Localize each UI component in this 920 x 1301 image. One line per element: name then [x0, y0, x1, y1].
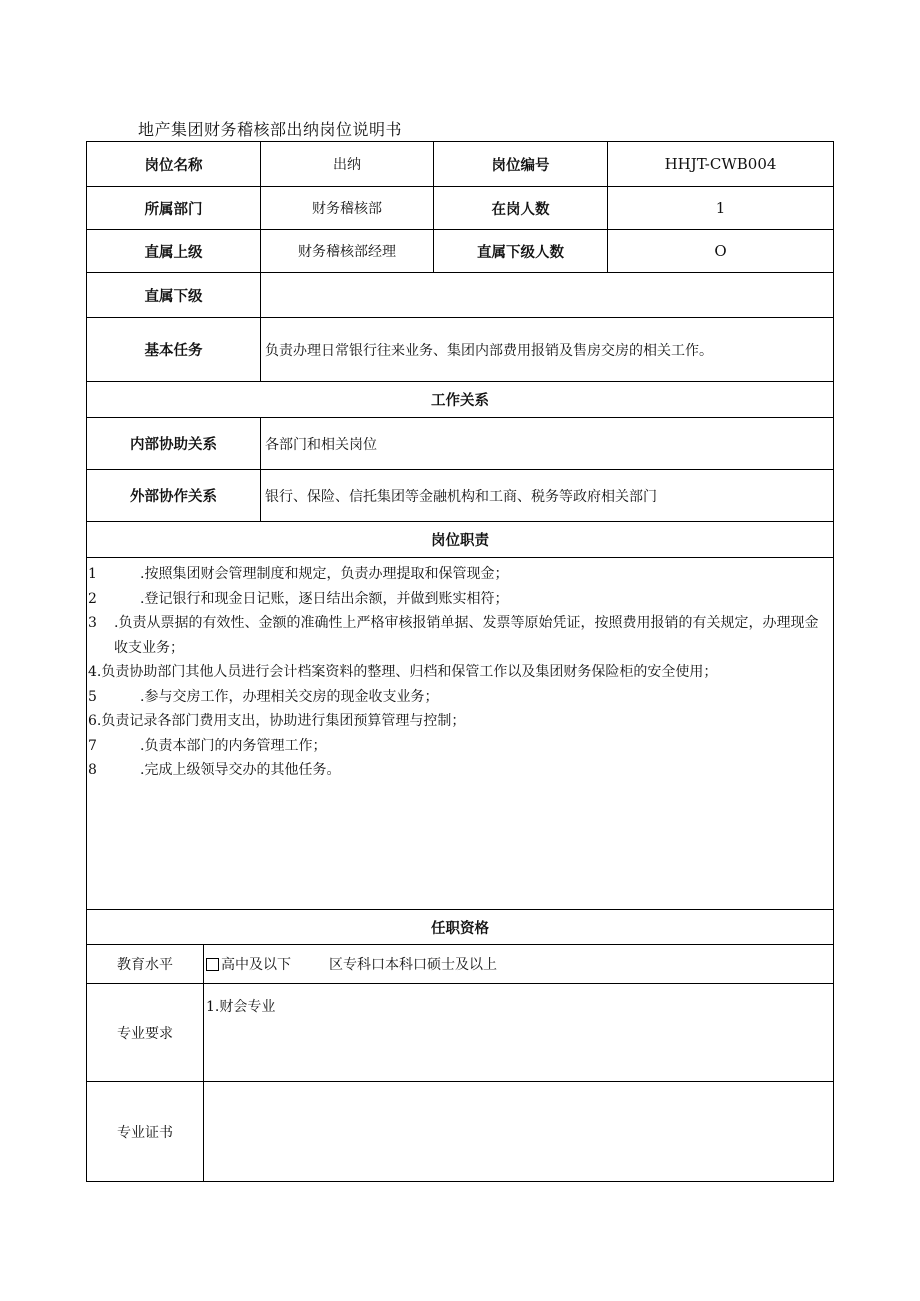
duty-item: 1 .按照集团财会管理制度和规定，负责办理提取和保管现金； — [88, 566, 509, 582]
duties-list — [88, 562, 832, 783]
education-option-others: 区专科口本科口硕士及以上 — [329, 957, 497, 973]
subordinates-label: 直属下级 — [144, 288, 203, 305]
major-label: 专业要求 — [117, 1025, 173, 1042]
duty-item: 8 .完成上级领导交办的其他任务。 — [88, 762, 341, 778]
education-label: 教育水平 — [117, 957, 173, 973]
external-relations-value: 银行、保险、信托集团等金融机构和工商、税务等政府相关部门 — [265, 488, 657, 505]
subordinates-count-value: O — [714, 242, 727, 260]
major-value: 1.财会专业 — [206, 999, 276, 1015]
headcount-value: 1 — [715, 199, 726, 217]
document-title: 地产集团财务稽核部出纳岗位说明书 — [138, 120, 403, 139]
duty-item: 7 .负责本部门的内务管理工作； — [88, 737, 327, 754]
internal-relations-value: 各部门和相关岗位 — [265, 436, 377, 453]
superior-value: 财务稽核部经理 — [298, 244, 396, 260]
duty-item: 2 .登记银行和现金日记账，逐日结出余额，并做到账实相符； — [88, 590, 509, 607]
duties-header: 岗位职责 — [431, 533, 489, 549]
superior-label: 直属上级 — [144, 244, 203, 261]
position-name-value: 出纳 — [333, 157, 361, 173]
certificate-label: 专业证书 — [117, 1124, 173, 1141]
education-option-highschool: 高中及以下 — [221, 957, 291, 973]
subordinates-value — [261, 273, 833, 317]
certificate-value — [204, 1082, 833, 1181]
basic-task-label: 基本任务 — [144, 343, 203, 359]
internal-relations-label: 内部协助关系 — [130, 437, 217, 453]
checkbox-icon — [206, 958, 219, 971]
position-name-label: 岗位名称 — [144, 157, 203, 174]
subordinates-count-label: 直属下级人数 — [477, 244, 564, 261]
relations-header: 工作关系 — [431, 393, 489, 409]
basic-task-value: 负责办理日常银行往来业务、集团内部费用报销及售房交房的相关工作。 — [265, 342, 713, 359]
department-label: 所属部门 — [144, 201, 203, 218]
duty-item: 6 .负责记录各部门费用支出，协助进行集团预算管理与控制； — [88, 713, 466, 729]
department-value: 财务稽核部 — [312, 201, 382, 217]
duty-item: 3 .负责从票据的有效性、金额的准确性上严格审核报销单据、发票等原始凭证，按照费用报销的有关规定，办理现金收支业务； — [88, 615, 819, 656]
external-relations-label: 外部协作关系 — [130, 489, 217, 505]
qualifications-header: 任职资格 — [431, 920, 489, 937]
position-code-value: HHJT-CWB004 — [664, 155, 777, 173]
education-value — [204, 945, 833, 983]
position-code-label: 岗位编号 — [491, 157, 550, 174]
headcount-label: 在岗人数 — [491, 201, 550, 218]
duty-item: 4 .负责协助部门其他人员进行会计档案资料的整理、归档和保管工作以及集团财务保险柜的安全使用； — [88, 664, 718, 680]
duty-item: 5 .参与交房工作，办理相关交房的现金收支业务； — [88, 688, 439, 705]
